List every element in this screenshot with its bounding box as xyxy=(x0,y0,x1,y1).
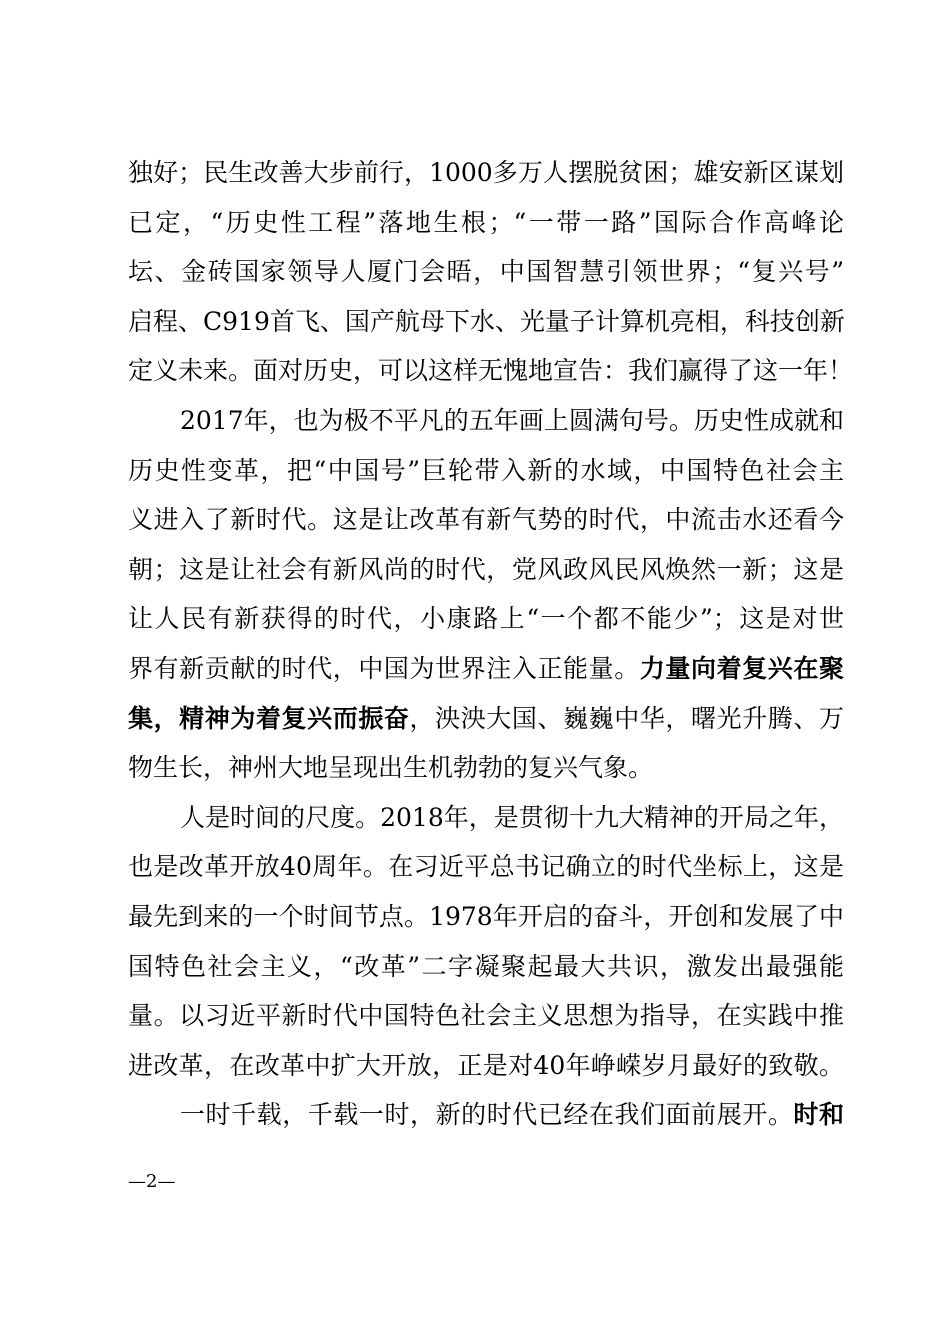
text-span: 一时千载，千载一时，新的时代已经在我们面前展开。 xyxy=(180,1100,794,1130)
text-line: 进改革，在改革中扩大开放，正是对40年峥嵘岁月最好的致敬。 xyxy=(128,1050,844,1080)
text-line: 量。以习近平新时代中国特色社会主义思想为指导，在实践中推 xyxy=(128,1001,844,1031)
text-line: 朝；这是让社会有新风尚的时代，党风政风民风焕然一新；这是 xyxy=(128,554,844,584)
text-line: 义进入了新时代。这是让改革有新气势的时代，中流击水还看今 xyxy=(128,505,844,535)
text-line: 定义未来。面对历史，可以这样无愧地宣告：我们赢得了这一年！ xyxy=(128,356,854,386)
text-line: 物生长，神州大地呈现出生机勃勃的复兴气象。 xyxy=(128,753,654,783)
text-line: 最先到来的一个时间节点。1978年开启的奋斗，开创和发展了中 xyxy=(128,901,844,931)
text-line: 启程、C919首飞、国产航母下水、光量子计算机亮相，科技创新 xyxy=(128,306,845,336)
text-line: 也是改革开放40周年。在习近平总书记确立的时代坐标上，这是 xyxy=(128,852,844,882)
text-span: ，泱泱大国、巍巍中华，曙光升腾、万 xyxy=(409,703,844,733)
text-line: 2017年，也为极不平凡的五年画上圆满句号。历史性成就和 xyxy=(180,405,844,435)
text-line: 已定，“历史性工程”落地生根；“一带一路”国际合作高峰论 xyxy=(128,207,844,237)
text-line: 人是时间的尺度。2018年，是贯彻十九大精神的开局之年， xyxy=(180,802,844,832)
text-line xyxy=(128,644,844,694)
text-line: 让人民有新获得的时代，小康路上“一个都不能少”；这是对世 xyxy=(128,604,844,634)
text-line: 历史性变革，把“中国号”巨轮带入新的水域，中国特色社会主 xyxy=(128,455,844,485)
bold-text: 力量向着复兴在聚 xyxy=(639,653,844,683)
bold-text: 集，精神为着复兴而振奋 xyxy=(128,703,410,733)
text-line xyxy=(128,694,844,744)
document-body xyxy=(128,148,854,1140)
text-span: 界有新贡献的时代，中国为世界注入正能量。 xyxy=(128,653,640,683)
text-line: 坛、金砖国家领导人厦门会晤，中国智慧引领世界；“复兴号” xyxy=(128,257,844,287)
text-line: 独好；民生改善大步前行，1000多万人摆脱贫困；雄安新区谋划 xyxy=(128,158,844,187)
page-number: —2— xyxy=(128,1171,176,1192)
bold-text: 时和 xyxy=(793,1100,844,1130)
text-line xyxy=(128,1090,844,1140)
text-line: 国特色社会主义，“改革”二字凝聚起最大共识，激发出最强能 xyxy=(128,951,844,981)
